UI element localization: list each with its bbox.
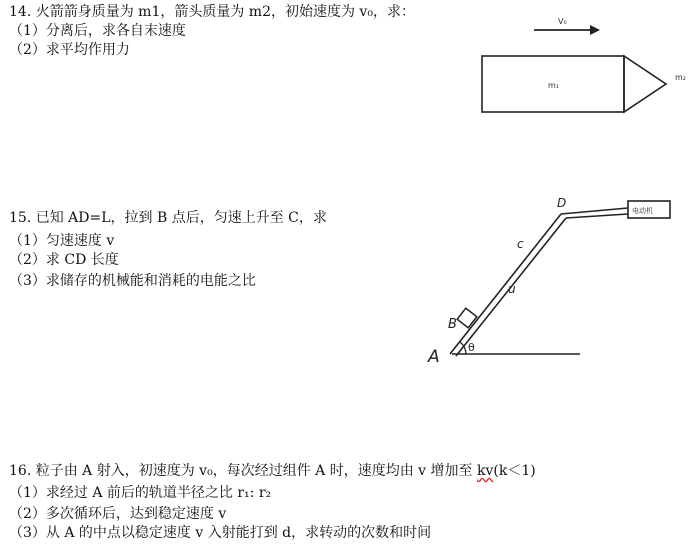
point-d-label: D bbox=[557, 196, 567, 210]
rocket-head bbox=[624, 56, 666, 112]
rocket-body-label: m₁ bbox=[548, 81, 559, 90]
q14-item-1: （1）分离后，求各自末速度 bbox=[9, 23, 186, 39]
q15-item-1: （1）匀速速度 v bbox=[9, 233, 115, 249]
q15-title: 15. 已知 AD=L，拉到 B 点后，匀速上升至 C，求 bbox=[9, 210, 327, 226]
q16-title-kv: kv bbox=[476, 463, 494, 479]
incline-figure bbox=[420, 190, 690, 370]
cable-top bbox=[561, 208, 628, 214]
q16-title-pre: 16. 粒子由 A 射入，初速度为 v₀，每次经过组件 A 时，速度均由 v 增加至 bbox=[9, 463, 477, 479]
mu-label: u bbox=[508, 282, 516, 296]
velocity-label: V₀ bbox=[558, 17, 567, 26]
rocket-figure bbox=[470, 10, 695, 120]
velocity-arrowhead bbox=[590, 25, 600, 35]
incline-left bbox=[450, 214, 561, 354]
theta-label: θ bbox=[468, 341, 475, 354]
q16-item-2: （2）多次循环后，达到稳定速度 v bbox=[9, 506, 227, 522]
q15-item-2: （2）求 CD 长度 bbox=[9, 252, 119, 268]
cable-bottom bbox=[566, 214, 628, 218]
q16-title-post: (k＜1) bbox=[493, 463, 536, 479]
point-b-label: B bbox=[448, 317, 457, 332]
q14-title: 14. 火箭箭身质量为 m1，箭头质量为 m2，初始速度为 v₀，求： bbox=[9, 4, 415, 20]
q16-item-3: （3）从 A 的中点以稳定速度 v 入射能打到 d，求转动的次数和时间 bbox=[9, 525, 432, 541]
motor-label: 电动机 bbox=[632, 207, 653, 215]
q16-title bbox=[9, 462, 536, 480]
q16-item-1: （1）求经过 A 前后的轨道半径之比 r₁: r₂ bbox=[9, 485, 272, 501]
q14-item-2: （2）求平均作用力 bbox=[9, 42, 130, 58]
rocket-head-label: m₂ bbox=[675, 73, 686, 82]
point-c-label: c bbox=[517, 237, 524, 251]
q15-item-3: （3）求储存的机械能和消耗的电能之比 bbox=[9, 273, 256, 289]
point-a-label: A bbox=[428, 347, 440, 367]
